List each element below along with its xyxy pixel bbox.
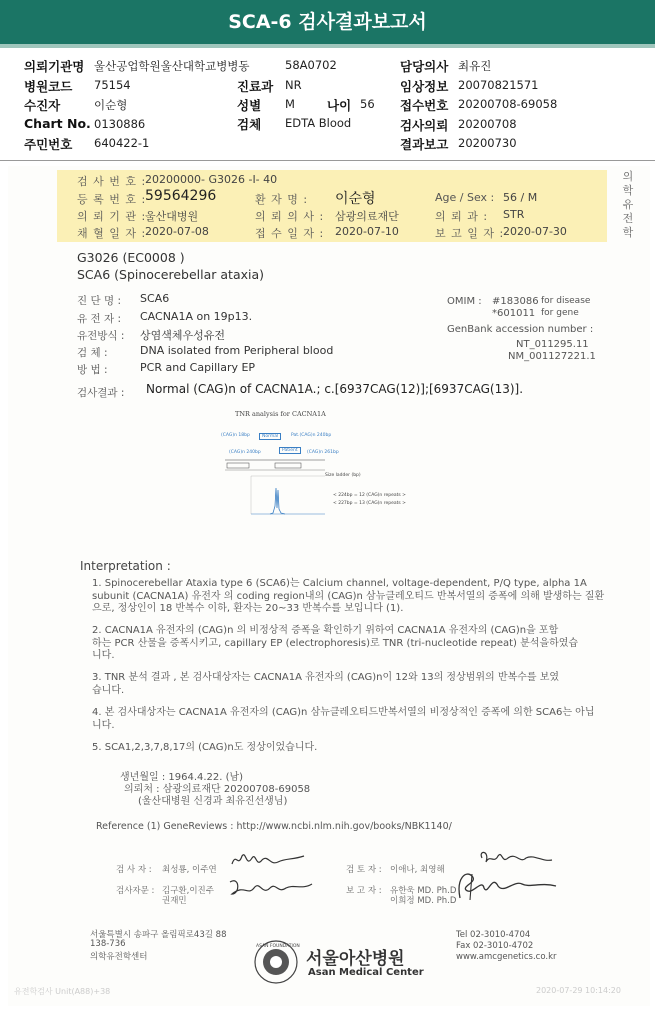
info-label: 환 자 명 :: [255, 193, 309, 206]
address-center: 의학유전학센터: [90, 952, 148, 962]
fax: Fax 02-3010-4702: [456, 941, 534, 951]
print-stamp-right: 2020-07-29 10:14:20: [536, 986, 621, 995]
header-value: NR: [285, 78, 302, 92]
print-stamp-left: 유전학검사 Unit(A88)+38: [14, 987, 111, 996]
figure-note: Patient: [279, 447, 301, 454]
side-char: 유: [622, 198, 634, 211]
header-label: 검사의뢰: [400, 118, 449, 133]
omim-gene: *601011: [492, 308, 536, 319]
figure-note: Pat.(CAG)n 240bp: [291, 433, 332, 438]
para-line: 하는 PCR 산물을 증폭시키고, capillary EP (electrophoresis)로 TNR (tri-nucleotide repeat) 분석을하였습: [92, 637, 579, 649]
header-label: 진료과: [237, 79, 274, 94]
header-label: 접수번호: [400, 98, 449, 113]
advisor-label: 검사자문 :: [116, 886, 155, 896]
figure-note: (CAG)n 18bp: [221, 433, 250, 438]
header-label: 주민번호: [24, 137, 73, 152]
header-value: EDTA Blood: [285, 116, 352, 130]
header-label: 담당의사: [400, 59, 449, 74]
requesting-doctor: 삼광의료재단: [335, 210, 399, 223]
method-label: 방 법 :: [77, 364, 108, 376]
patient-info-box: [57, 170, 607, 242]
info-label: 의 뢰 의 사 :: [255, 210, 325, 223]
info-label: 접 수 일 자 :: [255, 227, 325, 240]
para-line: 5. SCA1,2,3,7,8,17의 (CAG)n도 정상이었습니다.: [92, 742, 318, 753]
repeat-annotation: < 227bp = 13 (CAG)n repeats >: [333, 501, 406, 506]
test-code: G3026 (EC0008 ): [77, 250, 185, 265]
logo-text: ASAN FOUNDATION: [256, 944, 300, 949]
telephone: Tel 02-3010-4704: [456, 930, 531, 940]
result-label: 검사결과 :: [77, 387, 125, 399]
figure-title: TNR analysis for CACNA1A: [235, 410, 326, 418]
para-line: subunit (CACNA1A) 유전자 의 coding region내의 (CAG)n 삼뉴클레오티드 반복서열의 증폭에 의해 발생하는 질환: [92, 590, 605, 602]
header-value: M: [285, 97, 295, 111]
report-date: 2020-07-30: [503, 225, 567, 238]
side-char: 전: [622, 212, 634, 225]
hospital-name-en: Asan Medical Center: [308, 967, 424, 978]
omim-disease: #183086: [492, 296, 539, 307]
header-divider: [0, 160, 655, 161]
address-postal: 138-736: [90, 939, 126, 949]
info-label: 보 고 일 자 :: [435, 227, 505, 240]
inheritance-label: 유전방식 :: [77, 330, 125, 342]
info-label: 의 뢰 과 :: [435, 210, 489, 223]
department-vertical-label: [621, 170, 635, 240]
asan-logo: [254, 940, 424, 988]
requester: 의뢰처 : 삼광의료재단 20200708-69058: [124, 784, 311, 795]
header-label: 수진자: [24, 98, 61, 113]
reviewer-names: 이애나, 최영해: [390, 865, 445, 875]
interpretation-para-2: [92, 625, 612, 663]
age-sex: 56 / M: [503, 191, 538, 204]
patient-name: 이순형: [335, 191, 376, 207]
para-line: 4. 본 검사대상자는 CACNA1A 유전자의 (CAG)n 삼뉴클레오티드반복서열의 비정상적인 증폭에 의한 SCA6는 아닙: [92, 707, 595, 718]
header-value: 최유진: [458, 59, 492, 73]
advisor-names: 권재민: [162, 896, 187, 906]
header-value: 20070821571: [458, 78, 539, 92]
para-line: 니다.: [92, 650, 115, 661]
tnr-analysis-figure: [215, 410, 435, 530]
para-line: 1. Spinocerebellar Ataxia type 6 (SCA6)는 Calcium channel, voltage-dependent, P/Q type, alpha 1A: [92, 578, 587, 589]
reporter-label: 보 고 자 :: [346, 886, 382, 896]
figure-note: (CAG)n 261bp: [307, 450, 339, 455]
info-label: 등 록 번 호 :: [77, 193, 147, 206]
header-value: 울산공업학원울산대학교병병동: [94, 59, 250, 73]
repeat-annotation: < 224bp = 12 (CAG)n repeats >: [333, 493, 406, 498]
para-line: 니다.: [92, 719, 115, 731]
figure-note: (CAG)n 240bp: [229, 450, 261, 455]
advisor-names: 김구환,이진주: [162, 886, 214, 896]
header-value: 20200708: [458, 117, 517, 131]
tester-signature: [228, 848, 308, 872]
reviewer-signature: [476, 848, 556, 870]
diagnosis: SCA6: [140, 292, 170, 305]
hospital-name-ko: 서울아산병원: [306, 949, 405, 969]
gene-label: 유 전 자 :: [77, 313, 121, 325]
interpretation-para-5: [92, 742, 612, 755]
reviewer-label: 검 토 자 :: [346, 865, 382, 875]
test-name: SCA6 (Spinocerebellar ataxia): [77, 267, 265, 282]
requesting-institution: 울산대병원: [145, 210, 199, 223]
omim-disease-note: for disease: [541, 296, 591, 306]
interpretation-para-1: [92, 578, 612, 616]
para-line: 습니다.: [92, 684, 125, 696]
reporter-signature: [452, 868, 562, 902]
reporter-names: 이희정 MD. Ph.D: [390, 896, 457, 906]
header-value: 56: [360, 97, 375, 111]
requester-doctor: (울산대병원 신경과 최유진선생님): [138, 796, 288, 807]
tester-names: 최성룡, 이주연: [162, 865, 217, 875]
info-label: 채 혈 일 자 :: [77, 227, 147, 240]
side-char: 의: [622, 170, 634, 183]
figure-note: Normal: [259, 433, 281, 440]
specimen-label: 검 체 :: [77, 347, 108, 359]
header-label: 검체: [237, 117, 262, 132]
method: PCR and Capillary EP: [140, 361, 256, 374]
header-value: 58A0702: [285, 58, 337, 72]
registration-number: 59564296: [145, 188, 217, 204]
omim-label: OMIM :: [447, 296, 482, 307]
interpretation-para-4: [92, 707, 612, 732]
genbank-label: GenBank accession number :: [447, 324, 594, 335]
gene: CACNA1A on 19p13.: [140, 310, 253, 323]
header-label: 성별: [237, 98, 262, 113]
omim-gene-note: for gene: [541, 308, 579, 318]
electropherogram: [215, 410, 435, 530]
diag-label: 진 단 명 :: [77, 295, 121, 307]
info-label: Age / Sex :: [435, 191, 495, 204]
test-result: Normal (CAG)n of CACNA1A.; c.[6937CAG(12)];[6937CAG(13)].: [146, 382, 524, 396]
header-value: 640422-1: [94, 136, 150, 150]
header-value: 0130886: [94, 117, 146, 131]
received-date: 2020-07-10: [335, 225, 399, 238]
test-number: 20200000- G3026 -I- 40: [145, 173, 278, 186]
header-label: Chart No.: [24, 116, 91, 131]
header-value: 20200708-69058: [458, 97, 558, 111]
inheritance: 상염색체우성유전: [140, 329, 226, 342]
birth-date: 생년월일 : 1964.4.22. (남): [120, 772, 244, 783]
genbank-nm: NM_001127221.1: [508, 351, 596, 362]
side-char: 학: [622, 226, 634, 239]
address-line: 서울특별시 송파구 올림픽로43길 88: [90, 930, 227, 940]
title-underline: [0, 44, 655, 48]
reference: Reference (1) GeneReviews : http://www.ncbi.nlm.nih.gov/books/NBK1140/: [96, 821, 452, 832]
advisor-signature: [226, 874, 316, 898]
info-label: 검 사 번 호 :: [77, 175, 147, 188]
reporter-names: 유한욱 MD. Ph.D: [390, 886, 457, 896]
header-value: 이순형: [94, 98, 128, 112]
report-title: SCA-6 검사결과보고서: [0, 0, 655, 44]
specimen: DNA isolated from Peripheral blood: [140, 344, 334, 357]
collection-date: 2020-07-08: [145, 225, 209, 238]
side-char: 학: [622, 184, 634, 197]
header-label: 임상정보: [400, 79, 449, 94]
header-label: 결과보고: [400, 137, 449, 152]
genbank-nt: NT_011295.11: [516, 339, 589, 350]
para-line: 으로, 정상인이 18 반복수 이하, 환자는 20~33 반복수를 보입니다 (1).: [92, 603, 404, 614]
header-value: 75154: [94, 78, 131, 92]
header-label: 병원코드: [24, 79, 73, 94]
para-line: 2. CACNA1A 유전자의 (CAG)n 의 비정상적 증폭을 확인하기 위하여 CACNA1A 유전자의 (CAG)n을 포함: [92, 625, 559, 636]
header-value: 20200730: [458, 136, 517, 150]
interpretation-para-3: [92, 672, 612, 697]
para-line: 3. TNR 분석 결과 , 본 검사대상자는 CACNA1A 유전자의 (CAG)n이 12와 13의 정상범위의 반복수를 보였: [92, 672, 560, 683]
requesting-dept: STR: [503, 208, 525, 221]
website: www.amcgenetics.co.kr: [456, 952, 557, 962]
tester-label: 검 사 자 :: [116, 865, 152, 875]
header-label: 나이: [327, 98, 352, 113]
report-header: [0, 53, 655, 157]
header-label: 의뢰기관명: [24, 59, 85, 74]
info-label: 의 뢰 기 관 :: [77, 210, 147, 223]
size-ladder-label: Size ladder (bp): [325, 473, 361, 478]
interpretation-heading: Interpretation :: [80, 559, 171, 573]
